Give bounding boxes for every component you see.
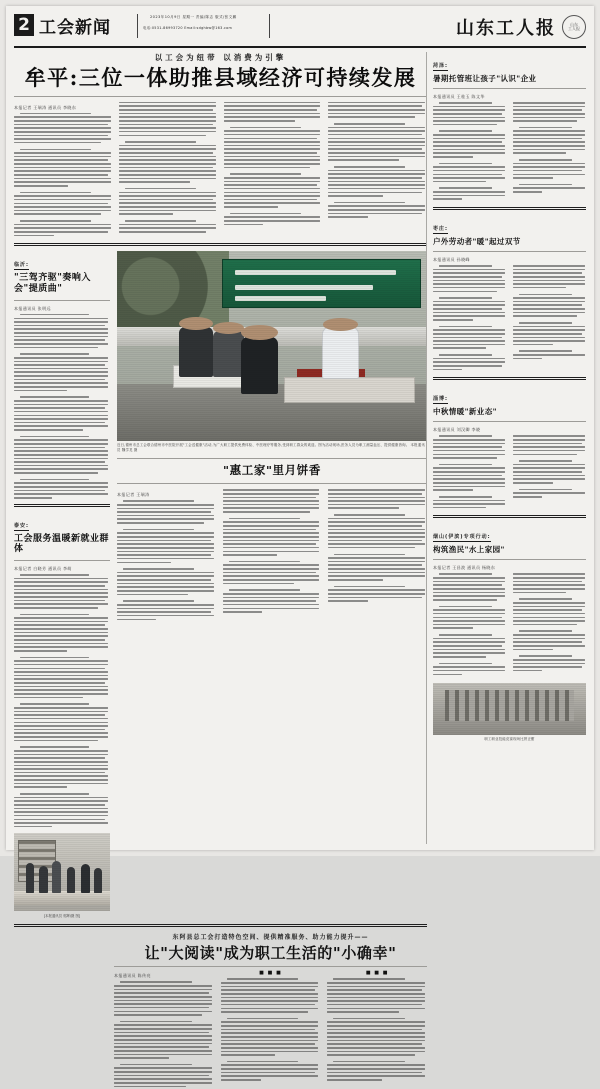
event-banner — [222, 259, 420, 308]
story-taian-headline: 工会服务温暖新就业群体 — [14, 533, 110, 555]
lead-story — [14, 52, 427, 97]
story-taian-tag: 泰安: — [14, 522, 29, 529]
paper-sheet — [6, 6, 594, 979]
bottom-feature-rule-bottom — [114, 966, 427, 967]
right-story-3-tag: 淄博: — [433, 396, 448, 403]
right-story-3-byline: 本报通讯员 刘汉卿 李晓 — [433, 427, 481, 433]
right-story-3-headline: 中秋情暖"新业态" — [433, 407, 497, 417]
right-story-1-headline: 暑期托管班让孩子"认识"企业 — [433, 74, 537, 83]
right-rule-1 — [433, 207, 586, 210]
masthead-date: 2023年10月9日 星期一 责编/陈志 版式/张文鹏 — [150, 15, 237, 19]
bottom-feature-col-3 — [327, 970, 427, 1089]
bottom-feature-kicker: 东阿县总工会打造特色空间、提供精准服务、助力能力提升—— — [172, 934, 369, 942]
story-taian — [14, 512, 110, 828]
right-story-2-byline: 本报通讯员 孙晓峰 — [433, 257, 470, 263]
right-story-2-body — [433, 265, 586, 372]
left-narrow-column — [14, 251, 110, 918]
story-huigongjia-body — [117, 489, 427, 622]
masthead — [14, 12, 586, 48]
center-rule-2 — [117, 483, 427, 484]
photo-skill-competition-caption: 职工职业技能竞赛现场比拼正酣 — [484, 737, 535, 742]
story-linyi-byline: 本报通讯员 张明远 — [14, 305, 51, 311]
story-taian-body — [14, 574, 110, 827]
main-columns — [14, 52, 427, 979]
lead-kicker: 以工会为纽带 以消费为引擎 — [154, 53, 287, 62]
masthead-divider-1 — [137, 14, 138, 38]
paper-name: 山东工人报 — [456, 18, 556, 39]
story-linyi-headline: "三驾齐驱"奏响入会"提质曲" — [14, 273, 91, 295]
story-taian-byline: 本报记者 白晓芳 通讯员 李萌 — [14, 566, 72, 572]
bottom-feature-col-2 — [221, 970, 321, 1089]
story-linyi-rule — [14, 300, 110, 301]
photo-health-service-event — [117, 251, 427, 441]
bottom-feature — [14, 924, 427, 1089]
lead-body-col-3 — [224, 102, 323, 239]
story-linyi-body — [14, 314, 110, 499]
lead-body-col-2 — [119, 102, 218, 239]
right-story-4-byline: 本报记者 王昌波 通讯员 杨晓东 — [433, 565, 496, 571]
right-story-3-body — [433, 435, 586, 510]
right-story-4-rule — [433, 559, 586, 560]
left-column-rule — [14, 504, 110, 507]
lead-headline: 牟平:三位一体助推县域经济可持续发展 — [24, 65, 417, 90]
photo-reading-room — [14, 833, 110, 911]
lead-body — [14, 102, 427, 239]
lead-body-col-1 — [14, 102, 113, 239]
photo-skill-competition — [433, 683, 586, 735]
right-story-3 — [433, 385, 586, 510]
bottom-feature-subhead-1: ■ ■ ■ — [259, 970, 282, 977]
right-story-4-headline: 构筑渔民"水上家园" — [433, 545, 505, 555]
right-rule-2 — [433, 377, 586, 380]
bottom-feature-col-1 — [114, 970, 214, 1089]
right-story-1-byline: 本报通讯员 王桂玉 陈文华 — [433, 94, 485, 99]
lead-rule — [14, 96, 427, 97]
story-huigongjia-byline: 本报记者 王瑞涛 — [117, 492, 150, 498]
bottom-feature-byline: 本报通讯员 陈传亮 — [114, 973, 151, 979]
right-story-4-body — [433, 573, 586, 677]
section-title: 工会新闻 — [39, 18, 111, 38]
bottom-feature-headline: 让"大阅读"成为职工生活的"小确幸" — [144, 944, 397, 963]
right-column — [426, 52, 586, 844]
lead-byline: 本报记者 王瑞涛 通讯员 李晓东 — [14, 104, 77, 110]
paper-nameplate — [426, 11, 586, 43]
right-rule-3 — [433, 515, 586, 518]
right-story-3-rule — [433, 421, 586, 422]
lead-bottom-rule — [14, 243, 427, 246]
right-story-1-rule — [433, 88, 586, 89]
center-area — [117, 251, 427, 918]
photo-reading-room-caption: [本报通讯员 郭辉/摄 图] — [43, 914, 81, 919]
right-story-4 — [433, 523, 586, 677]
right-story-1-tag: 菏泽: — [433, 63, 448, 69]
story-huigongjia-col-1 — [117, 489, 216, 622]
lead-body-col-4 — [328, 102, 427, 239]
masthead-contact: 电话:0531-86993720 Email:sdghbw@163.com — [143, 26, 233, 30]
page-number: 2 — [14, 14, 34, 36]
story-huigongjia-col-2 — [223, 489, 322, 622]
paper-seal-icon: 山东 工人报 — [562, 15, 586, 39]
page-body — [14, 52, 586, 979]
right-story-2 — [433, 215, 586, 372]
right-story-2-headline: 户外劳动者"暖"起过双节 — [433, 237, 521, 247]
masthead-divider-2 — [269, 14, 270, 38]
story-linyi-tag: 临沂: — [14, 262, 29, 269]
photo-health-service-caption: 近日,德州市总工会联合德州市中医院开展"工会送健康"活动,为广大职工提供免费体检、中医理疗等服务,受到职工群众的欢迎。图为活动现场,医务人员为职工测量血压、提供健康咨询。 本报通讯员 魏学龙 摄 — [117, 443, 425, 453]
center-rule-1 — [117, 458, 427, 459]
story-linyi — [14, 251, 110, 498]
bottom-feature-body — [114, 970, 427, 1089]
right-story-1-body — [433, 102, 586, 202]
right-story-2-rule — [433, 251, 586, 252]
story-huigongjia-col-3 — [328, 489, 427, 622]
right-story-2-tag: 枣庄: — [433, 226, 448, 233]
bottom-feature-subhead-2: ■ ■ ■ — [365, 970, 389, 977]
bottom-feature-rule-top — [14, 924, 427, 927]
story-huigongjia-headline: "惠工家"里月饼香 — [223, 463, 321, 478]
lower-zone — [14, 251, 427, 918]
story-taian-rule — [14, 560, 110, 561]
right-story-1 — [433, 52, 586, 202]
right-story-4-tag: 烟山(伊滨)专项行动: — [433, 534, 491, 541]
